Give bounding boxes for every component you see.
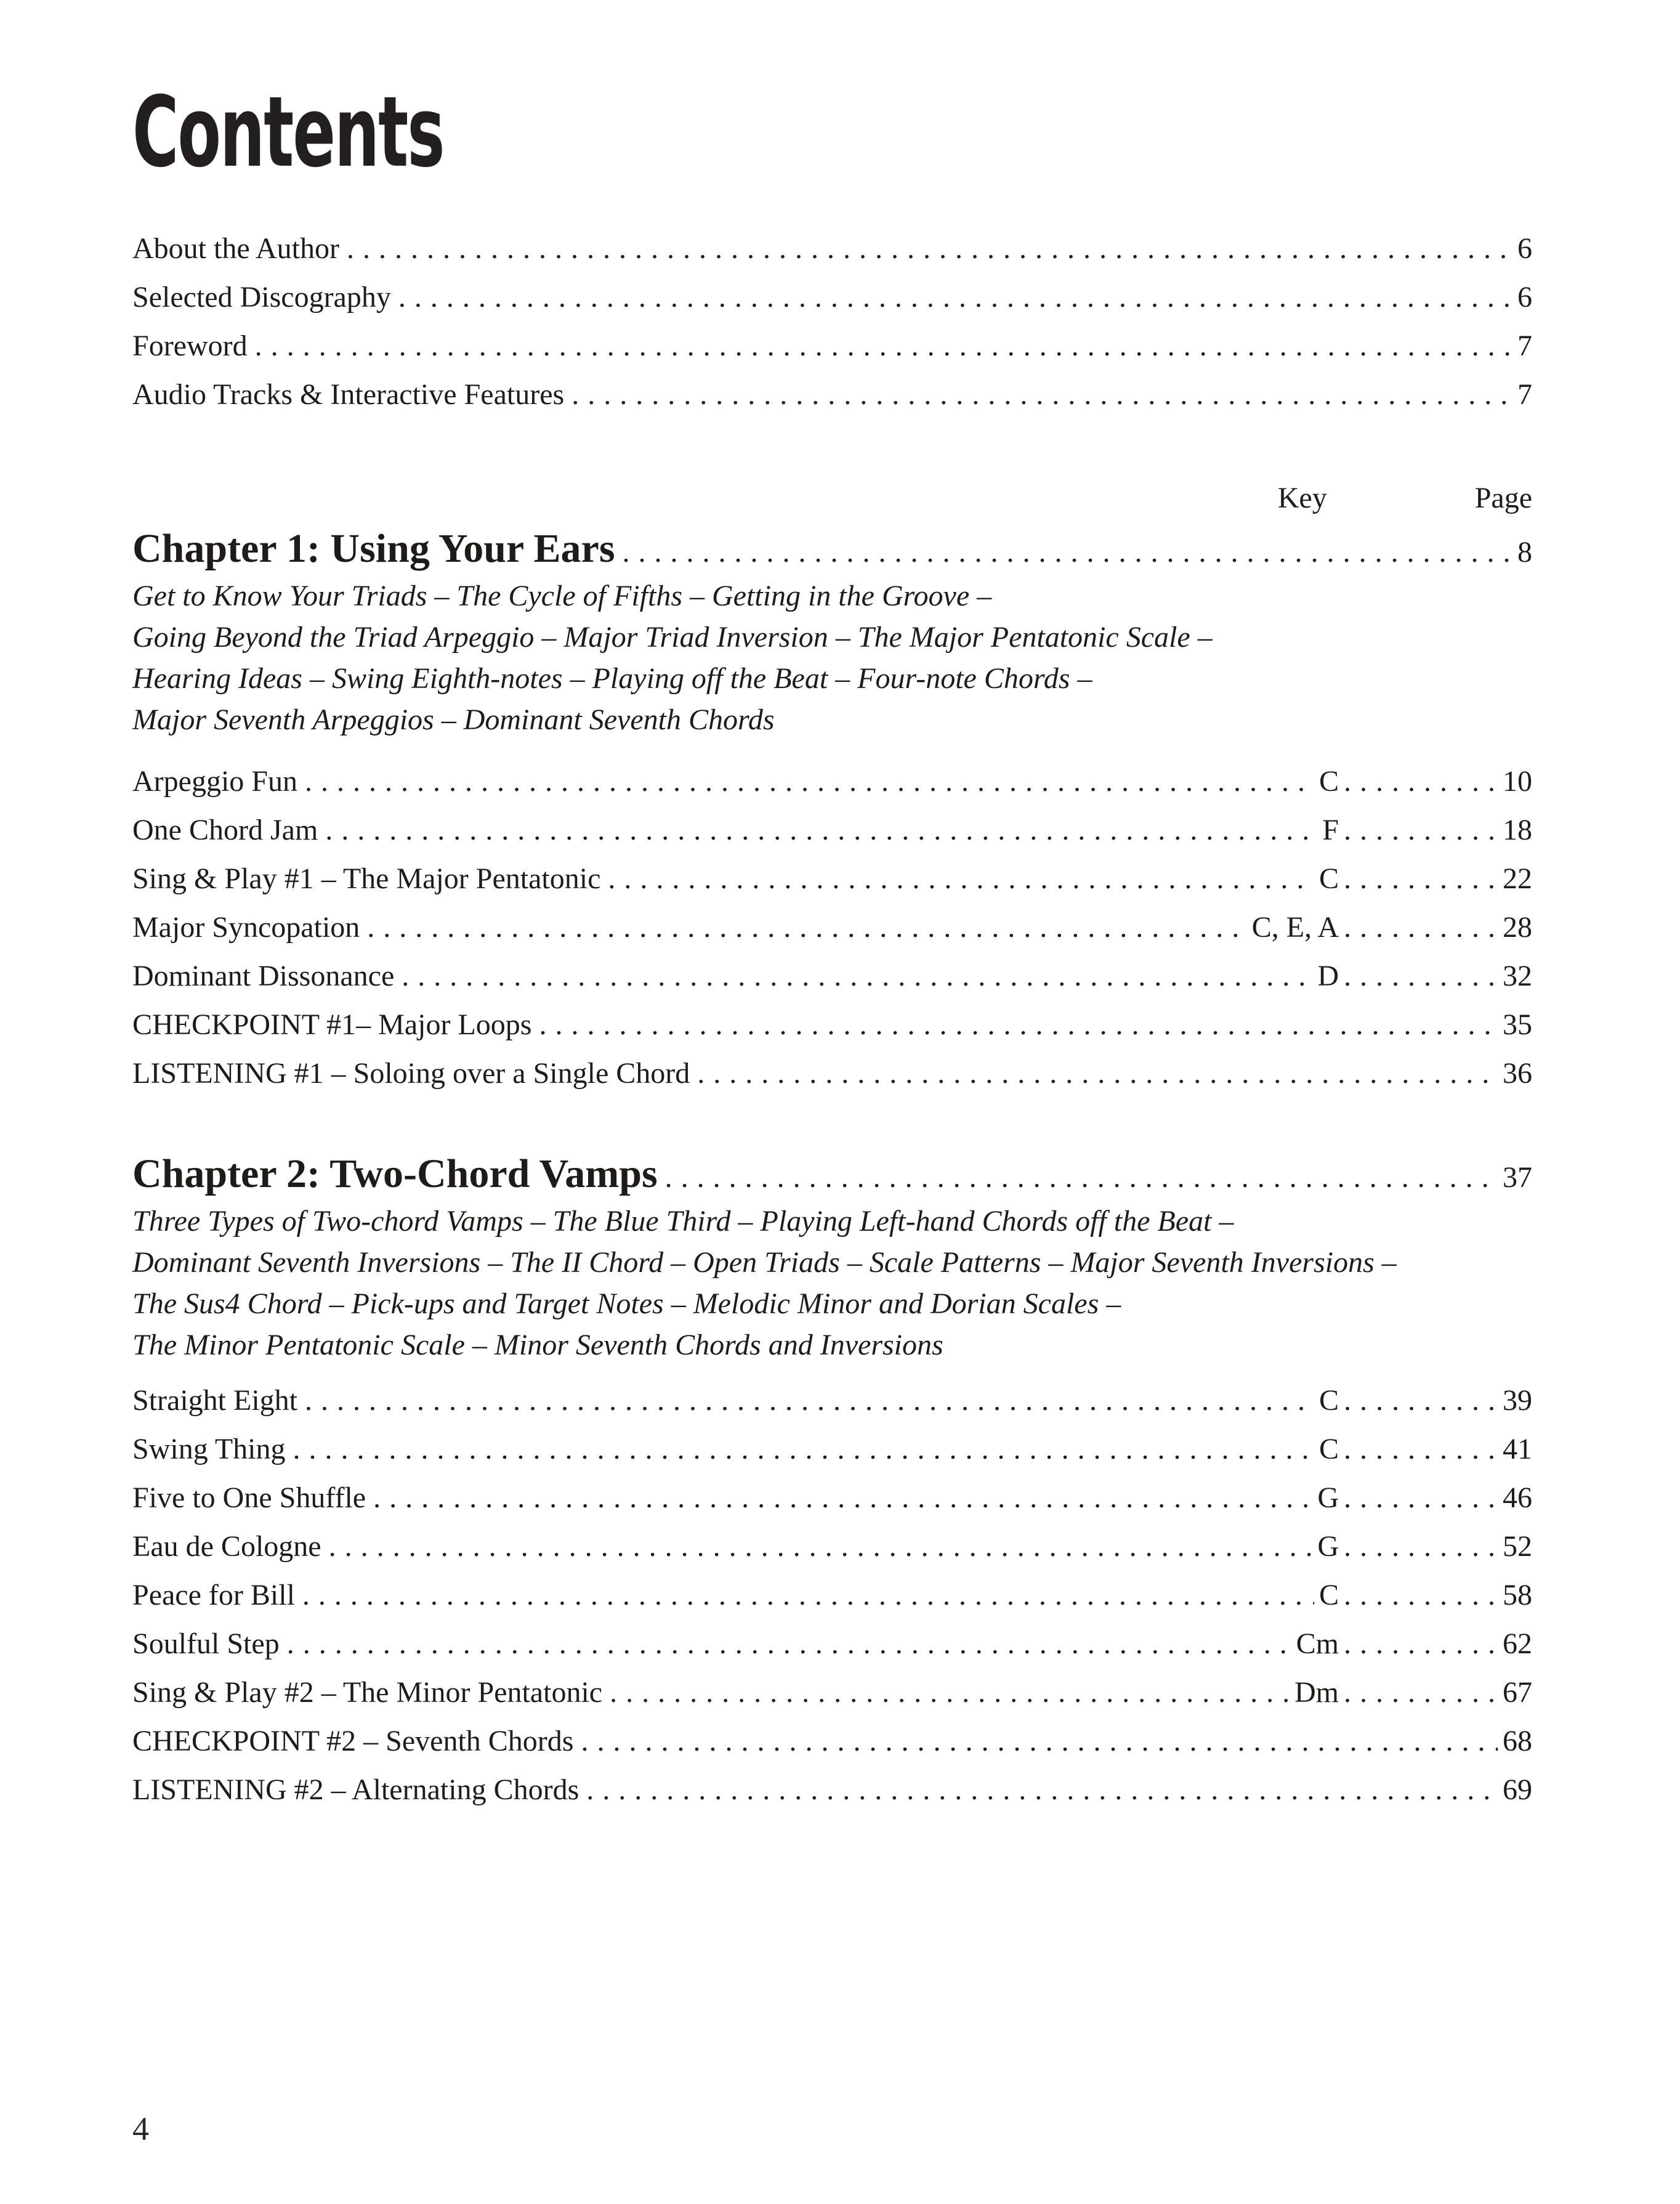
toc-row-front-matter	[132, 273, 1532, 322]
dot-leader	[1344, 854, 1498, 903]
entry-title: CHECKPOINT #1– Major Loops	[132, 1008, 532, 1041]
dot-leader	[1344, 757, 1498, 806]
dot-leader	[293, 1425, 1314, 1473]
dot-leader	[610, 1668, 1290, 1717]
chapter-entries	[132, 757, 1532, 1098]
dot-leader	[1344, 1571, 1498, 1619]
page-column-header: Page	[1474, 482, 1532, 514]
dot-leader	[539, 1000, 1498, 1049]
entry-page-number: 10	[1503, 765, 1532, 798]
toc-entry-row	[132, 1425, 1532, 1473]
entry-key: C	[1319, 1579, 1339, 1611]
entry-title: About the Author	[132, 232, 339, 265]
entry-title: Arpeggio Fun	[132, 765, 297, 798]
folio-page-number: 4	[132, 2110, 149, 2147]
entry-key: C	[1319, 1384, 1339, 1417]
toc-entry-row	[132, 1000, 1532, 1049]
entry-page-number: 68	[1503, 1725, 1532, 1757]
chapter-heading-row	[132, 522, 1532, 575]
dot-leader	[347, 224, 1512, 273]
dot-leader	[329, 1522, 1313, 1571]
toc-entry-row	[132, 1668, 1532, 1717]
dot-leader	[1344, 1376, 1498, 1425]
toc-entry-row	[132, 1619, 1532, 1668]
entry-title: Dominant Dissonance	[132, 960, 395, 992]
entry-title: Selected Discography	[132, 281, 391, 314]
entry-page-number: 58	[1503, 1579, 1532, 1611]
dot-leader	[623, 522, 1512, 579]
dot-leader	[402, 952, 1312, 1000]
chapter-list	[132, 522, 1532, 1814]
entry-key: C	[1319, 1433, 1339, 1465]
entry-page-number: 36	[1503, 1057, 1532, 1090]
entry-page-number: 69	[1503, 1773, 1532, 1806]
entry-page-number: 28	[1503, 911, 1532, 944]
dot-leader	[398, 273, 1512, 322]
chapter-topic-line: Hearing Ideas – Swing Eighth-notes – Playing off the Beat – Four-note Chords –	[132, 662, 1092, 695]
toc-entry-row	[132, 1522, 1532, 1571]
entry-page-number: 41	[1503, 1433, 1532, 1465]
entry-key: G	[1317, 1530, 1339, 1563]
chapter-heading-title: Chapter 1: Using Your Ears	[132, 526, 615, 571]
dot-leader	[586, 1765, 1498, 1814]
entry-page-number: 7	[1517, 378, 1532, 411]
toc-entry-row	[132, 854, 1532, 903]
chapter-1-section	[132, 522, 1532, 1098]
entry-page-number: 62	[1503, 1627, 1532, 1660]
entry-title: Major Syncopation	[132, 911, 360, 944]
dot-leader	[255, 322, 1512, 370]
entry-page-number: 46	[1503, 1481, 1532, 1514]
dot-leader	[287, 1619, 1291, 1668]
dot-leader	[1344, 806, 1498, 854]
dot-leader	[305, 757, 1314, 806]
toc-entry-row	[132, 757, 1532, 806]
chapter-topic-line: Major Seventh Arpeggios – Dominant Seventh Chords	[132, 703, 775, 736]
dot-leader	[1344, 1522, 1498, 1571]
entry-key: C	[1319, 765, 1339, 798]
entry-title: CHECKPOINT #2 – Seventh Chords	[132, 1725, 574, 1757]
entry-title: Straight Eight	[132, 1384, 297, 1417]
chapter-heading-title: Chapter 2: Two-Chord Vamps	[132, 1151, 658, 1196]
toc-entry-row	[132, 1049, 1532, 1098]
chapter-topic-line: Get to Know Your Triads – The Cycle of Fifths – Getting in the Groove –	[132, 580, 992, 612]
chapter-topic-line: Dominant Seventh Inversions – The II Chord – Open Triads – Scale Patterns – Major Seventh Inversions –	[132, 1246, 1397, 1279]
entry-page-number: 7	[1517, 330, 1532, 362]
entry-page-number: 39	[1503, 1384, 1532, 1417]
chapter-topic-line: The Sus4 Chord – Pick-ups and Target Notes – Melodic Minor and Dorian Scales –	[132, 1287, 1121, 1320]
chapter-topic-line: The Minor Pentatonic Scale – Minor Seventh Chords and Inversions	[132, 1329, 943, 1361]
entry-page-number: 6	[1517, 281, 1532, 314]
dot-leader	[305, 1376, 1314, 1425]
front-matter-list	[132, 224, 1532, 419]
entry-title: Soulful Step	[132, 1627, 280, 1660]
chapter-topics	[132, 575, 1532, 740]
toc-entry-row	[132, 1765, 1532, 1814]
dot-leader	[1344, 903, 1498, 952]
toc-entry-row	[132, 1571, 1532, 1619]
entry-key: G	[1317, 1481, 1339, 1514]
entry-key: C	[1319, 862, 1339, 895]
chapter-topic-line: Going Beyond the Triad Arpeggio – Major Triad Inversion – The Major Pentatonic Scale –	[132, 621, 1213, 654]
entry-key: F	[1322, 814, 1339, 846]
dot-leader	[1344, 1473, 1498, 1522]
toc-row-front-matter	[132, 322, 1532, 370]
entry-title: Sing & Play #1 – The Major Pentatonic	[132, 862, 601, 895]
toc-entry-row	[132, 952, 1532, 1000]
entry-page-number: 22	[1503, 862, 1532, 895]
entry-title: Foreword	[132, 330, 248, 362]
entry-title: Swing Thing	[132, 1433, 286, 1465]
chapter-topic-line: Three Types of Two-chord Vamps – The Blue Third – Playing Left-hand Chords off the Beat –	[132, 1205, 1234, 1238]
entry-title: LISTENING #2 – Alternating Chords	[132, 1773, 580, 1806]
column-header-row	[132, 474, 1532, 522]
entry-title: Eau de Cologne	[132, 1530, 321, 1563]
dot-leader	[1344, 1619, 1498, 1668]
entry-title: Audio Tracks & Interactive Features	[132, 378, 565, 411]
chapter-2-section	[132, 1148, 1532, 1814]
entry-page-number: 6	[1517, 232, 1532, 265]
dot-leader	[571, 370, 1512, 419]
chapter-topics	[132, 1201, 1532, 1366]
dot-leader	[325, 806, 1317, 854]
toc-entry-row	[132, 1717, 1532, 1765]
page-title: Contents	[132, 76, 444, 189]
entry-key: D	[1317, 960, 1339, 992]
entry-key: C, E, A	[1251, 911, 1339, 944]
entry-page-number: 67	[1503, 1676, 1532, 1709]
contents-body	[132, 76, 1532, 1814]
dot-leader	[1344, 1425, 1498, 1473]
toc-row-front-matter	[132, 224, 1532, 273]
dot-leader	[373, 1473, 1312, 1522]
entry-page-number: 8	[1517, 536, 1532, 569]
toc-row-front-matter	[132, 370, 1532, 419]
dot-leader	[1344, 952, 1498, 1000]
entry-page-number: 52	[1503, 1530, 1532, 1563]
dot-leader	[302, 1571, 1314, 1619]
toc-entry-row	[132, 1473, 1532, 1522]
entry-page-number: 37	[1503, 1161, 1532, 1194]
entry-title: Sing & Play #2 – The Minor Pentatonic	[132, 1676, 603, 1709]
entry-title: Peace for Bill	[132, 1579, 295, 1611]
dot-leader	[581, 1717, 1498, 1765]
key-column-header: Key	[1277, 482, 1327, 514]
entry-title: LISTENING #1 – Soloing over a Single Chord	[132, 1057, 690, 1090]
entry-page-number: 32	[1503, 960, 1532, 992]
dot-leader	[1344, 1668, 1498, 1717]
dot-leader	[367, 903, 1246, 952]
dot-leader	[608, 854, 1314, 903]
toc-entry-row	[132, 806, 1532, 854]
entry-key: Dm	[1294, 1676, 1339, 1709]
dot-leader	[665, 1148, 1498, 1204]
entry-page-number: 35	[1503, 1008, 1532, 1041]
toc-entry-row	[132, 903, 1532, 952]
chapter-heading-row	[132, 1148, 1532, 1201]
toc-entry-row	[132, 1376, 1532, 1425]
entry-key: Cm	[1296, 1627, 1339, 1660]
entry-title: One Chord Jam	[132, 814, 318, 846]
chapter-entries	[132, 1376, 1532, 1814]
entry-title: Five to One Shuffle	[132, 1481, 366, 1514]
dot-leader	[697, 1049, 1498, 1098]
entry-page-number: 18	[1503, 814, 1532, 846]
